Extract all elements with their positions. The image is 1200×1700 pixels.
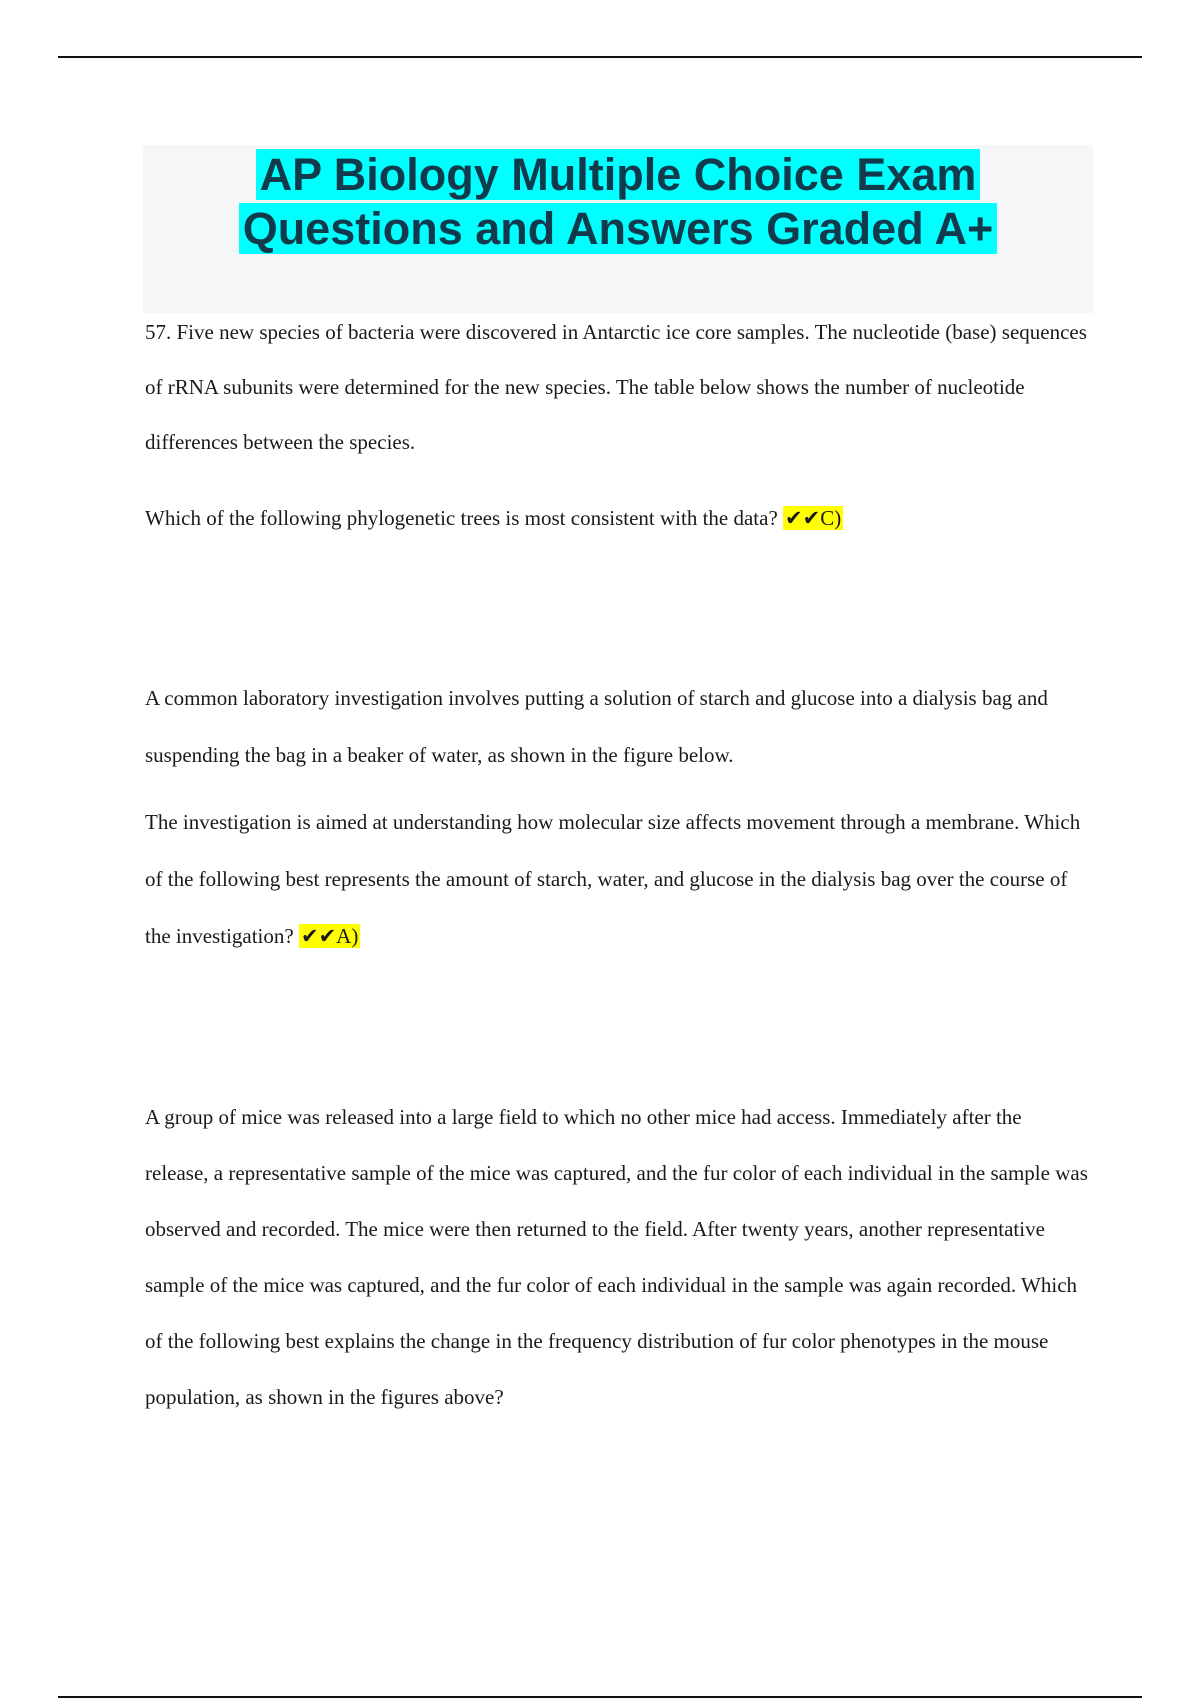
question-1-prompt — [145, 490, 1090, 546]
question-1-prompt-text: Which of the following phylogenetic trees is most consistent with the data? — [145, 506, 778, 530]
question-2-prompt-text: The investigation is aimed at understanding how molecular size affects movement through a membrane. Which of the following best represents the amount of starch, water, and glucose in the dialysis bag over the course of the investigation? — [145, 810, 1081, 948]
bottom-rule — [58, 1696, 1142, 1698]
document-title — [143, 145, 1093, 256]
question-1-text: 57. Five new species of bacteria were discovered in Antarctic ice core samples. The nucleotide (base) sequences of rRNA subunits were determined for the new species. The table below shows the number of nucleotide differences between the species. — [145, 320, 1087, 454]
question-2-prompt — [145, 794, 1090, 965]
title-highlight: AP Biology Multiple Choice Exam Questions and Answers Graded A+ — [239, 149, 998, 254]
top-rule — [58, 56, 1142, 58]
document-body — [145, 305, 1090, 1445]
question-3-text: A group of mice was released into a large field to which no other mice had access. Immediately after the release, a representative sample of the mice was captured, and the fur color of each individual in the sample was observed and recorded. The mice were then returned to the field. After twenty years, another representative sample of the mice was captured, and the fur color of each individual in the sample was again recorded. Which of the following best explains the change in the frequency distribution of fur color phenotypes in the mouse population, as shown in the figures above? — [145, 1105, 1088, 1409]
question-1-answer: ✔✔C) — [785, 506, 842, 530]
question-2-text: A common laboratory investigation involves putting a solution of starch and glucose into a dialysis bag and suspending the bag in a beaker of water, as shown in the figure below. — [145, 686, 1048, 767]
title-banner — [143, 145, 1093, 313]
question-2-answer: ✔✔A) — [300, 924, 359, 948]
